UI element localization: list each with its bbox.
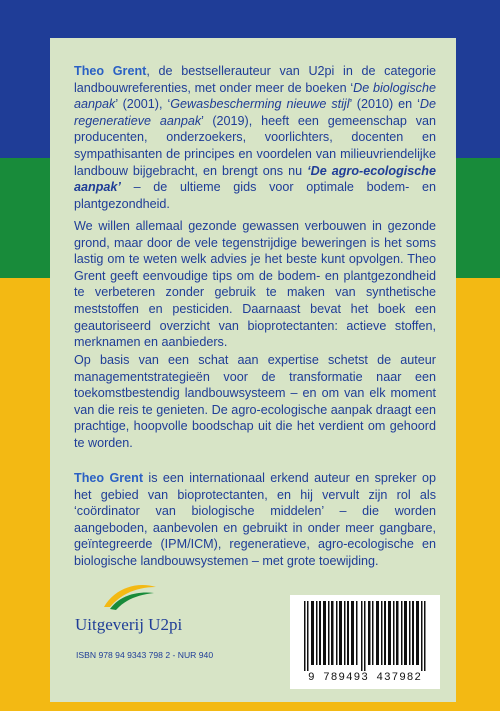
book-title-3: De regeneratieve aanpak [74,97,436,128]
swoosh-icon [100,583,158,611]
book-title-2: Gewasbescherming nieuwe stijl [170,97,350,112]
barcode [290,595,440,689]
barcode-digits: 9 789493 437982 [307,672,423,684]
back-cover-panel [50,38,456,702]
publisher-name: Uitgeverij U2pi [75,615,183,634]
barcode-bars [300,601,430,671]
publisher-logo [70,583,220,643]
isbn-line: ISBN 978 94 9343 798 2 - NUR 940 [76,650,214,660]
book-title-1: De biologische aanpak [74,80,436,112]
intro-text-5: – de ultieme gids voor optimale bodem- en plantgezondheid. [74,180,436,211]
author-bio-text: is een internationaal erkend auteur en spreker op het gebied van bioprotectanten, en hij vervult zijn rol als ‘coördinator van biologische middelen’ – die worden aangeboden, aanbevolen en gebruikt in onder meer gangbare, geïntegreerde (IPM/ICM), regeneratieve, agro-ecologische en biologische landbouwsystemen – met grote toewijding. [74,471,436,568]
author-name: Theo Grent [74,64,147,78]
body-paragraph-2: We willen allemaal gezonde gewassen verbouwen in gezonde grond, maar door de vele tegenstrijdige beweringen is het soms lastig om te weten welk advies je het beste kunt opvolgen. Theo Grent geeft eenvoudige tips om de bodem- en plantgezondheid te verbeteren zonder gebruik te maken van synthetische meststoffen en pesticiden. Daarnaast bevat het boek een geautoriseerd overzicht van bioprotectanten: actieve stoffen, merknamen en aanbieders. [74,219,436,350]
body-paragraph-3: Op basis van een schat aan expertise schetst de auteur managementstrategieën voor de transformatie naar een toekomstbestendig landbouwsysteem – en om van elk moment van die reis te genieten. De agro-ecologische aanpak draagt een prachtige, hoopvolle boodschap uit die het verdient om gehoord te worden. [74,353,436,450]
intro-text-2: ’ (2001), ‘ [115,97,171,112]
book-title-main: ‘De agro-ecologische aanpak’ [74,163,436,195]
intro-text-4: ’ (2019), heeft een gemeenschap van producenten, onderzoekers, voorlichters, docenten en sympathisanten de principes en voordelen van milieuvriendelijke landbouw bijgebracht, en brengt ons nu [74,113,436,178]
intro-text-1: , de bestsellerauteur van U2pi in de categorie landbouwreferenties, met onder meer de boeken ‘ [74,64,436,95]
author-name-bio: Theo Grent [74,471,144,485]
intro-text-3: ’ (2010) en ‘ [349,97,420,112]
author-bio-paragraph [74,470,436,570]
intro-paragraph [74,63,436,212]
